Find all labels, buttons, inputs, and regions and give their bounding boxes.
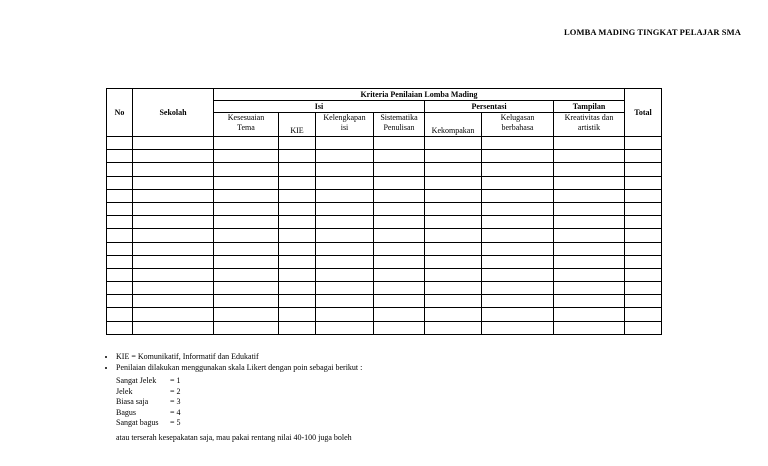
table-cell[interactable] — [214, 308, 279, 321]
table-row — [107, 137, 662, 150]
table-cell[interactable] — [554, 137, 625, 150]
table-cell[interactable] — [625, 176, 662, 189]
table-cell[interactable] — [214, 321, 279, 334]
table-row — [107, 308, 662, 321]
table-cell[interactable] — [107, 321, 133, 334]
table-cell[interactable] — [625, 150, 662, 163]
table-row — [107, 295, 662, 308]
table-row — [107, 255, 662, 268]
table-cell[interactable] — [316, 137, 374, 150]
table-cell[interactable] — [374, 150, 425, 163]
table-cell[interactable] — [133, 308, 214, 321]
table-cell[interactable] — [625, 308, 662, 321]
table-cell[interactable] — [482, 176, 554, 189]
table-cell[interactable] — [107, 189, 133, 202]
table-cell[interactable] — [374, 163, 425, 176]
table-cell[interactable] — [482, 308, 554, 321]
table-cell[interactable] — [425, 282, 482, 295]
table-cell[interactable] — [107, 255, 133, 268]
table-cell[interactable] — [554, 295, 625, 308]
table-cell[interactable] — [625, 242, 662, 255]
group-header-isi: Isi — [214, 101, 425, 113]
table-cell[interactable] — [316, 229, 374, 242]
table-cell[interactable] — [554, 202, 625, 215]
col-header-no: No — [107, 89, 133, 137]
table-cell[interactable] — [482, 255, 554, 268]
table-cell[interactable] — [214, 255, 279, 268]
table-cell[interactable] — [482, 202, 554, 215]
table-cell[interactable] — [107, 176, 133, 189]
table-cell[interactable] — [482, 268, 554, 281]
table-cell[interactable] — [554, 242, 625, 255]
table-row — [107, 321, 662, 334]
table-cell[interactable] — [374, 229, 425, 242]
table-cell[interactable] — [279, 202, 316, 215]
table-cell[interactable] — [133, 189, 214, 202]
table-row — [107, 163, 662, 176]
table-cell[interactable] — [214, 229, 279, 242]
table-cell[interactable] — [214, 216, 279, 229]
table-cell[interactable] — [554, 321, 625, 334]
document-title: LOMBA MADING TINGKAT PELAJAR SMA — [564, 27, 741, 37]
table-cell[interactable] — [107, 150, 133, 163]
table-cell[interactable] — [625, 295, 662, 308]
scoring-table — [106, 88, 662, 335]
table-cell[interactable] — [133, 202, 214, 215]
table-cell[interactable] — [554, 282, 625, 295]
table-cell[interactable] — [214, 242, 279, 255]
scale-row: Sangat bagus = 5 — [116, 418, 181, 427]
table-cell[interactable] — [316, 242, 374, 255]
table-cell[interactable] — [425, 295, 482, 308]
table-cell[interactable] — [133, 321, 214, 334]
scale-row: Biasa saja = 3 — [116, 397, 181, 406]
table-cell[interactable] — [554, 255, 625, 268]
table-cell[interactable] — [625, 229, 662, 242]
scale-row: Bagus = 4 — [116, 407, 181, 417]
table-cell[interactable] — [279, 268, 316, 281]
note-kie: • KIE = Komunikatif, Informatif dan Edukatif — [116, 352, 362, 363]
table-cell[interactable] — [279, 321, 316, 334]
table-cell[interactable] — [279, 308, 316, 321]
table-cell[interactable] — [425, 308, 482, 321]
table-cell[interactable] — [133, 268, 214, 281]
table-cell[interactable] — [425, 150, 482, 163]
table-cell[interactable] — [107, 216, 133, 229]
table-cell[interactable] — [482, 189, 554, 202]
table-cell[interactable] — [482, 137, 554, 150]
table-cell[interactable] — [279, 216, 316, 229]
sub-header-kreativitas: Kreativitas dan artistik — [554, 113, 625, 137]
table-cell[interactable] — [482, 229, 554, 242]
table-cell[interactable] — [214, 268, 279, 281]
table-cell[interactable] — [374, 137, 425, 150]
table-cell[interactable] — [625, 216, 662, 229]
table-cell[interactable] — [374, 216, 425, 229]
table-cell[interactable] — [625, 163, 662, 176]
table-cell[interactable] — [107, 137, 133, 150]
table-row — [107, 242, 662, 255]
table-cell[interactable] — [214, 202, 279, 215]
table-cell[interactable] — [425, 255, 482, 268]
table-cell[interactable] — [279, 189, 316, 202]
table-cell[interactable] — [316, 216, 374, 229]
table-cell[interactable] — [279, 176, 316, 189]
table-cell[interactable] — [425, 321, 482, 334]
table-cell[interactable] — [482, 163, 554, 176]
table-cell[interactable] — [316, 268, 374, 281]
table-cell[interactable] — [425, 242, 482, 255]
table-cell[interactable] — [425, 176, 482, 189]
table-cell[interactable] — [133, 255, 214, 268]
criteria-header: Kriteria Penilaian Lomba Mading — [214, 89, 625, 101]
table-cell[interactable] — [374, 255, 425, 268]
table-cell[interactable] — [279, 242, 316, 255]
table-cell[interactable] — [374, 268, 425, 281]
table-cell[interactable] — [374, 282, 425, 295]
table-cell[interactable] — [625, 255, 662, 268]
table-cell[interactable] — [482, 242, 554, 255]
table-cell[interactable] — [316, 308, 374, 321]
table-cell[interactable] — [374, 308, 425, 321]
table-cell[interactable] — [279, 282, 316, 295]
table-cell[interactable] — [316, 176, 374, 189]
table-cell[interactable] — [316, 163, 374, 176]
table-cell[interactable] — [425, 137, 482, 150]
table-cell[interactable] — [316, 255, 374, 268]
sub-header-kesesuaian: Kesesuaian Tema — [214, 113, 279, 137]
table-cell[interactable] — [316, 189, 374, 202]
sub-header-kie: KIE — [279, 113, 316, 137]
col-header-sekolah: Sekolah — [133, 89, 214, 137]
table-cell[interactable] — [133, 176, 214, 189]
table-cell[interactable] — [425, 163, 482, 176]
table-row — [107, 202, 662, 215]
table-cell[interactable] — [554, 229, 625, 242]
table-cell[interactable] — [374, 189, 425, 202]
sub-header-kelugasan: Kelugasan berbahasa — [482, 113, 554, 137]
table-cell[interactable] — [554, 176, 625, 189]
table-cell[interactable] — [279, 150, 316, 163]
table-cell[interactable] — [625, 202, 662, 215]
table-body — [107, 137, 662, 335]
table-cell[interactable] — [316, 202, 374, 215]
table-cell[interactable] — [316, 282, 374, 295]
table-cell[interactable] — [133, 282, 214, 295]
table-row — [107, 150, 662, 163]
table-cell[interactable] — [214, 295, 279, 308]
table-row — [107, 176, 662, 189]
table-cell[interactable] — [107, 229, 133, 242]
table-cell[interactable] — [374, 176, 425, 189]
table-cell[interactable] — [625, 282, 662, 295]
table-cell[interactable] — [279, 137, 316, 150]
table-cell[interactable] — [133, 163, 214, 176]
likert-scale — [116, 376, 181, 429]
sub-header-kekompakan: Kekompakan — [425, 113, 482, 137]
table-cell[interactable] — [107, 295, 133, 308]
table-cell[interactable] — [374, 242, 425, 255]
table-cell[interactable] — [214, 189, 279, 202]
table-cell[interactable] — [107, 163, 133, 176]
table-cell[interactable] — [316, 295, 374, 308]
table-row — [107, 282, 662, 295]
col-header-total: Total — [625, 89, 662, 137]
table-cell[interactable] — [554, 268, 625, 281]
table-cell[interactable] — [107, 242, 133, 255]
table-cell[interactable] — [279, 163, 316, 176]
table-cell[interactable] — [279, 255, 316, 268]
table-cell[interactable] — [214, 163, 279, 176]
table-cell[interactable] — [554, 163, 625, 176]
table-cell[interactable] — [133, 137, 214, 150]
table-cell[interactable] — [133, 150, 214, 163]
table-cell[interactable] — [214, 282, 279, 295]
table-cell[interactable] — [554, 308, 625, 321]
footnote: atau terserah kesepakatan saja, mau pakai rentang nilai 40-100 juga boleh — [116, 433, 352, 442]
table-cell[interactable] — [425, 216, 482, 229]
table-cell[interactable] — [133, 229, 214, 242]
sub-header-sistematika: Sistematika Penulisan — [374, 113, 425, 137]
table-cell[interactable] — [279, 295, 316, 308]
table-cell[interactable] — [374, 321, 425, 334]
table-cell[interactable] — [214, 137, 279, 150]
table-cell[interactable] — [554, 150, 625, 163]
table-cell[interactable] — [625, 321, 662, 334]
table-cell[interactable] — [425, 229, 482, 242]
table-cell[interactable] — [107, 308, 133, 321]
table-cell[interactable] — [316, 150, 374, 163]
table-cell[interactable] — [554, 189, 625, 202]
scale-row: Jelek = 2 — [116, 386, 181, 396]
table-cell[interactable] — [554, 216, 625, 229]
table-cell[interactable] — [133, 216, 214, 229]
table-row — [107, 216, 662, 229]
group-header-tampilan: Tampilan — [554, 101, 625, 113]
table-row — [107, 268, 662, 281]
table-cell[interactable] — [625, 268, 662, 281]
table-cell[interactable] — [107, 202, 133, 215]
table-cell[interactable] — [482, 282, 554, 295]
table-cell[interactable] — [482, 150, 554, 163]
table-cell[interactable] — [107, 282, 133, 295]
table-cell[interactable] — [482, 216, 554, 229]
table-cell[interactable] — [374, 202, 425, 215]
table-cell[interactable] — [482, 295, 554, 308]
table-row — [107, 229, 662, 242]
table-cell[interactable] — [374, 295, 425, 308]
table-cell[interactable] — [133, 242, 214, 255]
table-cell[interactable] — [214, 176, 279, 189]
table-cell[interactable] — [625, 189, 662, 202]
table-cell[interactable] — [279, 229, 316, 242]
note-likert: • Penilaian dilakukan menggunakan skala Likert dengan poin sebagai berikut : — [116, 363, 362, 374]
group-header-presentasi: Persentasi — [425, 101, 554, 113]
sub-header-kelengkapan: Kelengkapan isi — [316, 113, 374, 137]
notes-list — [104, 352, 362, 373]
scale-row: Sangat Jelek = 1 — [116, 376, 181, 385]
table-cell[interactable] — [133, 295, 214, 308]
table-cell[interactable] — [425, 202, 482, 215]
table-cell[interactable] — [316, 321, 374, 334]
table-cell[interactable] — [482, 321, 554, 334]
table-cell[interactable] — [425, 189, 482, 202]
table-cell[interactable] — [107, 268, 133, 281]
table-row — [107, 189, 662, 202]
table-cell[interactable] — [425, 268, 482, 281]
table-cell[interactable] — [625, 137, 662, 150]
table-cell[interactable] — [214, 150, 279, 163]
